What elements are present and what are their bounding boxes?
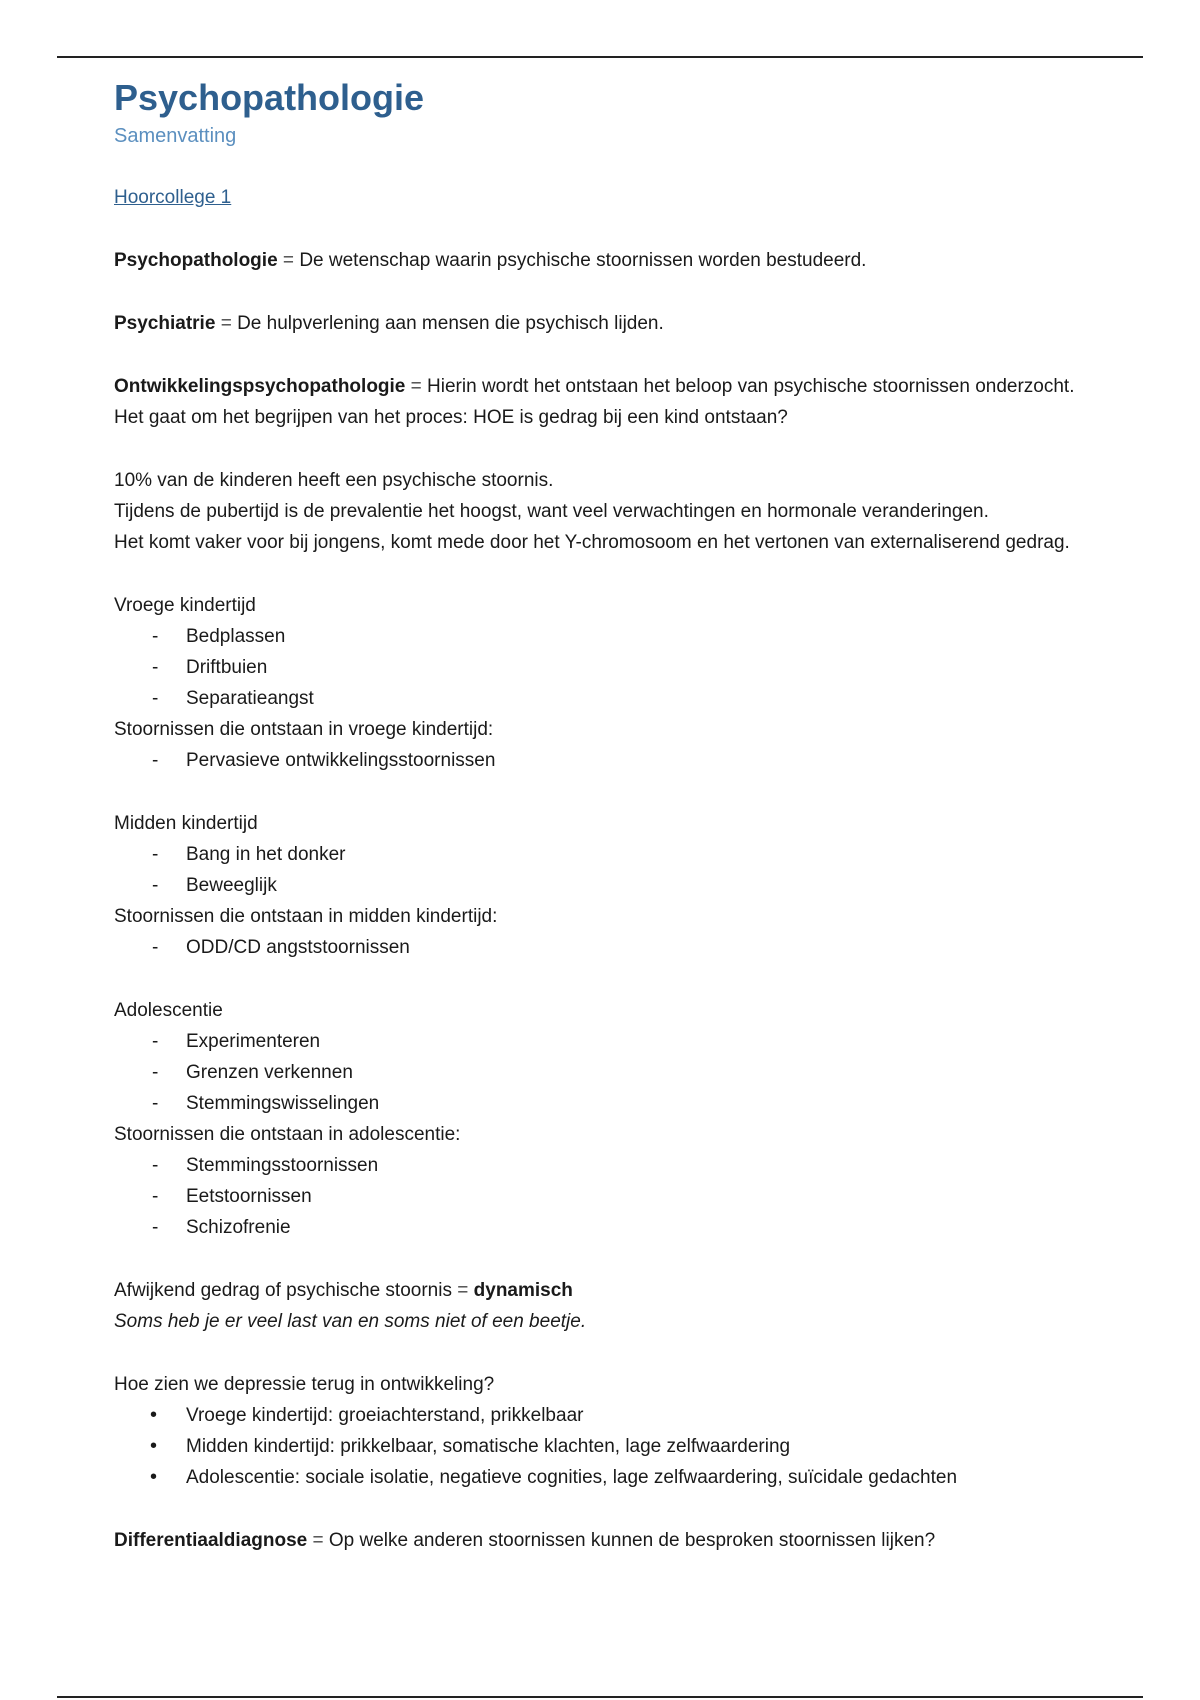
list-item: - Driftbuien xyxy=(114,652,1094,683)
list-item: - Grenzen verkennen xyxy=(114,1057,1094,1088)
disorders-list xyxy=(114,745,1094,776)
list-item: • Midden kindertijd: prikkelbaar, somatische klachten, lage zelfwaardering xyxy=(114,1431,1094,1462)
definition-ontwikkelingspsychopathologie: Ontwikkelingspsychopathologie = Hierin wordt het ontstaan het beloop van psychische stoornissen onderzocht. Het gaat om het begrijpen van het proces: HOE is gedrag bij een kind ontstaan? xyxy=(114,376,1075,428)
stage-adolescentie xyxy=(114,995,1094,1243)
definition-text: Op welke anderen stoornissen kunnen de besproken stoornissen lijken? xyxy=(328,1530,936,1551)
depression-list xyxy=(114,1400,1094,1493)
document-subtitle: Samenvatting xyxy=(114,125,237,147)
depression-section xyxy=(114,1369,1094,1493)
stage-midden-kindertijd xyxy=(114,808,1094,963)
stage-items-list xyxy=(114,1026,1094,1119)
disorders-label: Stoornissen die ontstaan in vroege kindertijd: xyxy=(114,719,494,740)
definition-term: Ontwikkelingspsychopathologie xyxy=(114,376,406,397)
stage-heading: Vroege kindertijd xyxy=(114,595,256,616)
header-rule xyxy=(57,56,1143,58)
stage-items-list xyxy=(114,839,1094,901)
prevalence-line: 10% van de kinderen heeft een psychische stoornis. xyxy=(114,470,554,491)
dynamic-note: Soms heb je er veel last van en soms niet of een beetje. xyxy=(114,1311,587,1332)
definition-term: Psychiatrie xyxy=(114,313,216,334)
document-title: Psychopathologie xyxy=(114,77,425,118)
list-item: - Pervasieve ontwikkelingsstoornissen xyxy=(114,745,1094,776)
stage-vroege-kindertijd xyxy=(114,590,1094,776)
list-item: - Stemmingswisselingen xyxy=(114,1088,1094,1119)
list-item: - Experimenteren xyxy=(114,1026,1094,1057)
list-item: - Eetstoornissen xyxy=(114,1181,1094,1212)
dynamic-term: dynamisch xyxy=(473,1280,573,1301)
definition-psychopathologie: Psychopathologie = De wetenschap waarin psychische stoornissen worden bestudeerd. xyxy=(114,250,867,271)
list-item: - Bang in het donker xyxy=(114,839,1094,870)
stage-items-list xyxy=(114,621,1094,714)
list-item: - ODD/CD angststoornissen xyxy=(114,932,1094,963)
prevalence-line: Het komt vaker voor bij jongens, komt mede door het Y-chromosoom en het vertonen van externaliserend gedrag. xyxy=(114,532,1070,553)
definition-text: De hulpverlening aan mensen die psychisch lijden. xyxy=(237,313,664,334)
definition-psychiatrie: Psychiatrie = De hulpverlening aan mensen die psychisch lijden. xyxy=(114,313,664,334)
list-item: • Vroege kindertijd: groeiachterstand, prikkelbaar xyxy=(114,1400,1094,1431)
depression-question: Hoe zien we depressie terug in ontwikkeling? xyxy=(114,1374,495,1395)
disorders-label: Stoornissen die ontstaan in midden kindertijd: xyxy=(114,906,498,927)
definition-term: Differentiaaldiagnose xyxy=(114,1530,308,1551)
list-item: - Separatieangst xyxy=(114,683,1094,714)
definition-text: De wetenschap waarin psychische stoornissen worden bestudeerd. xyxy=(299,250,867,271)
definition-text: Hierin wordt het ontstaan het beloop van psychische stoornissen onderzocht. Het gaat om het begrijpen van het proces: HOE is gedrag bij een kind ontstaan? xyxy=(114,376,1075,428)
stage-heading: Adolescentie xyxy=(114,1000,223,1021)
document-page xyxy=(114,74,1094,1588)
disorders-list xyxy=(114,932,1094,963)
list-item: - Beweeglijk xyxy=(114,870,1094,901)
disorders-list xyxy=(114,1150,1094,1243)
dynamic-paragraph: Afwijkend gedrag of psychische stoornis = dynamisch Soms heb je er veel last van en soms niet of een beetje. xyxy=(114,1275,1094,1337)
list-item: - Stemmingsstoornissen xyxy=(114,1150,1094,1181)
list-item: - Schizofrenie xyxy=(114,1212,1094,1243)
definition-differentiaaldiagnose: Differentiaaldiagnose = Op welke anderen stoornissen kunnen de besproken stoornissen lijken? xyxy=(114,1530,936,1551)
list-item: • Adolescentie: sociale isolatie, negatieve cognities, lage zelfwaardering, suïcidale gedachten xyxy=(114,1462,1094,1493)
stage-heading: Midden kindertijd xyxy=(114,813,258,834)
dynamic-text: Afwijkend gedrag of psychische stoornis xyxy=(114,1280,452,1301)
footer-rule xyxy=(57,1696,1143,1698)
disorders-label: Stoornissen die ontstaan in adolescentie: xyxy=(114,1124,461,1145)
list-item: - Bedplassen xyxy=(114,621,1094,652)
prevalence-line: Tijdens de pubertijd is de prevalentie het hoogst, want veel verwachtingen en hormonale veranderingen. xyxy=(114,501,989,522)
definition-term: Psychopathologie xyxy=(114,250,278,271)
prevalence-paragraph xyxy=(114,465,1094,558)
section-link-hoorcollege-1[interactable]: Hoorcollege 1 xyxy=(114,187,232,208)
